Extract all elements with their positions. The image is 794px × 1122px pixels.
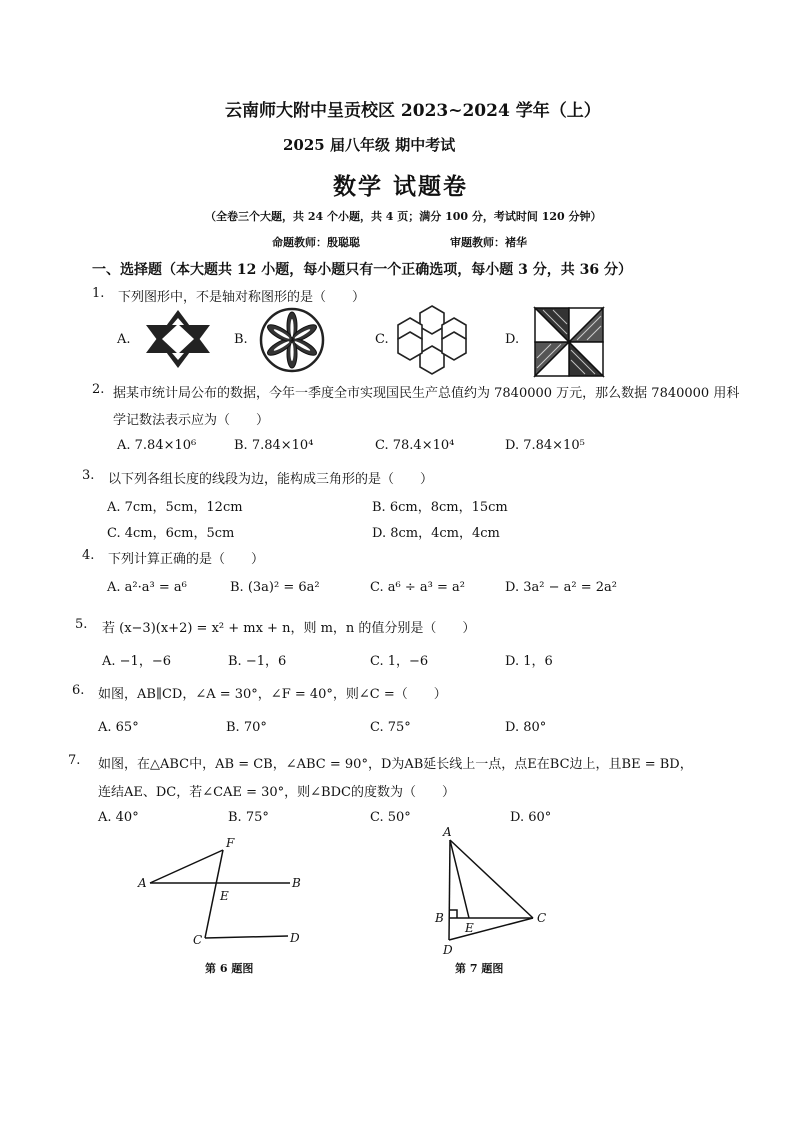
point-e-label: E	[220, 889, 229, 903]
q1-option-b-label: B.	[234, 332, 248, 347]
point-d-label: D	[290, 931, 300, 945]
q6-stem: 如图，AB∥CD，∠A = 30°，∠F = 40°，则∠C =（ ）	[98, 687, 447, 702]
q4-option-d: D. 3a² − a² = 2a²	[505, 580, 617, 595]
reviewer-name: 褚华	[505, 236, 527, 249]
q6-option-c: C. 75°	[370, 720, 411, 735]
q7-stem-line2: 连结AE、DC，若∠CAE = 30°，则∠BDC的度数为（ ）	[98, 785, 455, 800]
q1-figure-b-flower	[258, 306, 326, 374]
q5-option-a: A. −1，−6	[102, 654, 171, 669]
q2-option-b: B. 7.84×10⁴	[234, 438, 314, 453]
point-b-label: B	[435, 911, 444, 925]
q6-option-d: D. 80°	[505, 720, 547, 735]
point-d-label: D	[443, 943, 453, 957]
q7-option-b: B. 75°	[228, 810, 269, 825]
q2-stem-line1: 据某市统计局公布的数据，今年一季度全市实现国民生产总值约为 7840000 万元，那么数据 7840000 用科	[113, 386, 740, 401]
point-a-label: A	[443, 825, 452, 839]
point-f-label: F	[226, 836, 235, 850]
q1-option-d-label: D.	[505, 332, 520, 347]
point-b-label: B	[292, 876, 301, 890]
q1-stem: 下列图形中，不是轴对称图形的是（ ）	[118, 290, 366, 305]
point-c-label: C	[537, 911, 547, 925]
q1-option-c-label: C.	[375, 332, 389, 347]
line-af	[150, 850, 223, 883]
q6-option-a: A. 65°	[98, 720, 139, 735]
q3-option-a: A. 7cm，5cm，12cm	[107, 500, 243, 515]
q1-figure-a-hexagram	[143, 308, 213, 370]
section-title: 一、选择题（本大题共 12 小题，每小题只有一个正确选项，每小题 3 分，共 36 分）	[92, 262, 632, 278]
q3-option-d: D. 8cm，4cm，4cm	[372, 526, 500, 541]
q1-option-a-label: A.	[117, 332, 131, 347]
line-ac	[450, 840, 533, 918]
q2-option-a: A. 7.84×10⁶	[117, 438, 197, 453]
q5-option-d: D. 1，6	[505, 654, 553, 669]
point-c-label: C	[193, 933, 203, 947]
q7-geometry-figure	[425, 822, 565, 962]
q5-option-b: B. −1，6	[228, 654, 287, 669]
q4-number: 4.	[82, 548, 95, 563]
point-a-label: A	[138, 876, 147, 890]
q7-option-a: A. 40°	[98, 810, 139, 825]
point-e-label: E	[465, 921, 474, 935]
line-cd	[205, 936, 288, 938]
q2-number: 2.	[92, 382, 105, 397]
q2-option-d: D. 7.84×10⁵	[505, 438, 585, 453]
q7-option-d: D. 60°	[510, 810, 552, 825]
q3-number: 3.	[82, 468, 95, 483]
q1-figure-d-pinwheel	[533, 306, 605, 378]
reviewer-line	[450, 234, 527, 250]
q6-geometry-figure	[130, 832, 310, 952]
author-label: 命题教师：	[272, 236, 327, 249]
q7-figure-caption: 第 7 题图	[455, 962, 504, 975]
q4-option-b: B. (3a)² = 6a²	[230, 580, 320, 595]
school-title: 云南师大附中呈贡校区 2023~2024 学年（上）	[225, 101, 601, 121]
line-ad	[449, 840, 450, 940]
q3-stem: 以下列各组长度的线段为边，能构成三角形的是（ ）	[108, 472, 434, 487]
q5-number: 5.	[75, 617, 88, 632]
q6-figure-caption: 第 6 题图	[205, 962, 254, 975]
q3-option-c: C. 4cm，6cm，5cm	[107, 526, 235, 541]
q5-stem: 若 (x−3)(x+2) = x² + mx + n，则 m，n 的值分别是（ ）	[102, 621, 476, 636]
q7-option-c: C. 50°	[370, 810, 411, 825]
line-dc	[449, 918, 533, 940]
q4-option-c: C. a⁶ ÷ a³ = a²	[370, 580, 465, 595]
q7-stem-line1: 如图，在△ABC中，AB = CB，∠ABC = 90°，D为AB延长线上一点，点E在BC边上，且BE = BD，	[98, 757, 693, 772]
reviewer-label: 审题教师：	[450, 236, 505, 249]
q3-option-b: B. 6cm，8cm，15cm	[372, 500, 508, 515]
q5-option-c: C. 1，−6	[370, 654, 429, 669]
q7-number: 7.	[68, 753, 81, 768]
right-angle-mark	[449, 910, 457, 918]
q4-option-a: A. a²·a³ = a⁶	[107, 580, 187, 595]
q1-number: 1.	[92, 286, 105, 301]
subject-title: 数学 试题卷	[333, 173, 469, 200]
q4-stem: 下列计算正确的是（ ）	[108, 552, 265, 567]
q2-option-c: C. 78.4×10⁴	[375, 438, 455, 453]
line-ae	[450, 840, 469, 918]
exam-title: 2025 届八年级 期中考试	[283, 136, 456, 154]
author-name: 殷聪聪	[327, 236, 360, 249]
exam-info: （全卷三个大题，共 24 个小题，共 4 页；满分 100 分，考试时间 120 分钟）	[205, 210, 602, 223]
q6-number: 6.	[72, 683, 85, 698]
author-line	[272, 234, 360, 250]
q1-figure-c-hexagon-ring	[394, 304, 470, 376]
q6-option-b: B. 70°	[226, 720, 267, 735]
q2-stem-line2: 学记数法表示应为（ ）	[113, 413, 270, 428]
